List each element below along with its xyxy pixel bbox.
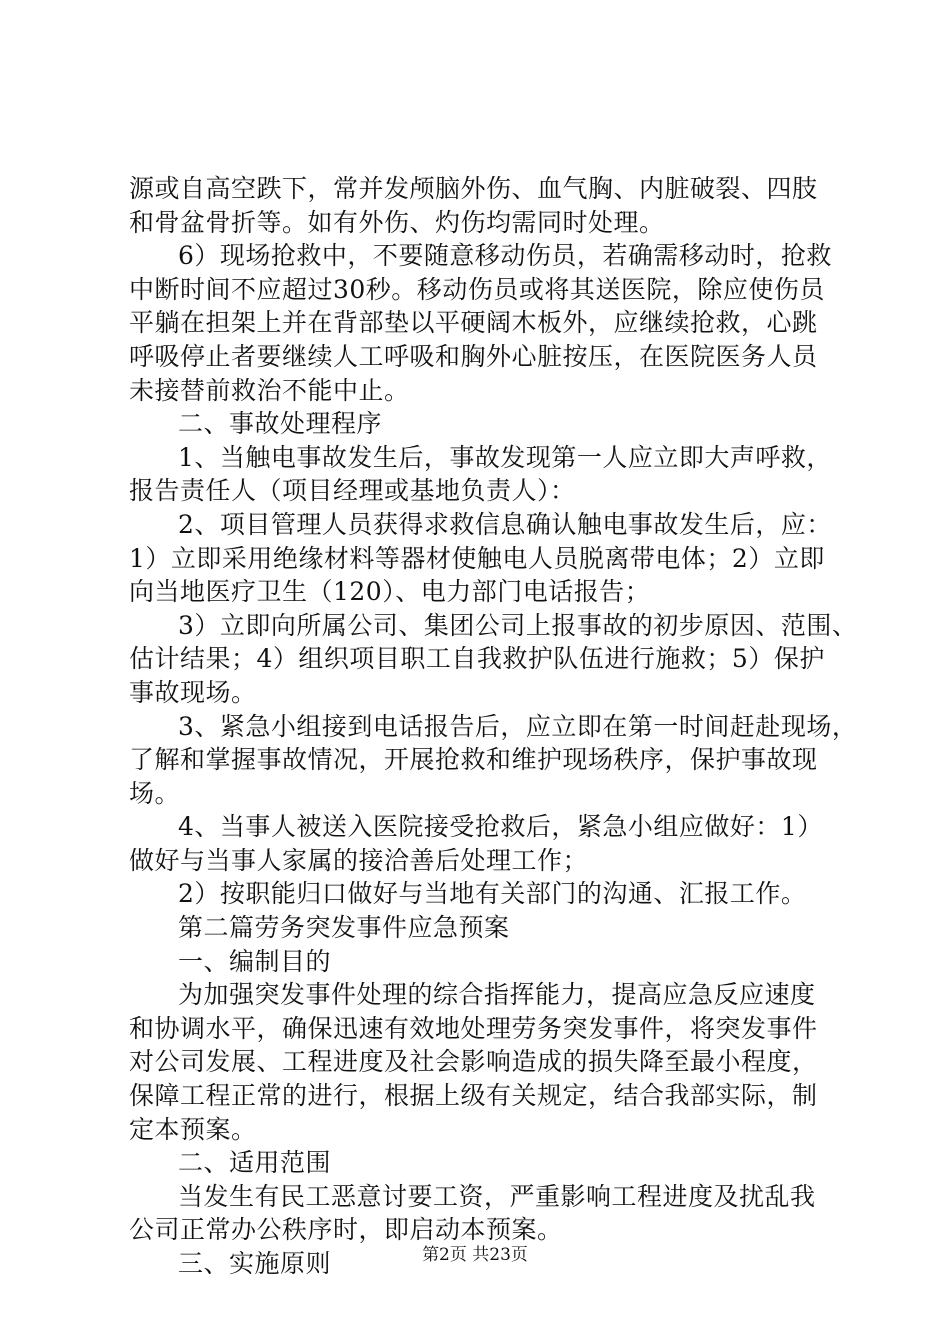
text-line: 一、编制目的 xyxy=(178,946,332,976)
text-line: 做好与当事人家属的接洽善后处理工作； xyxy=(129,845,589,875)
text-line: 平躺在担架上并在背部垫以平硬阔木板外，应继续抢救，心跳 xyxy=(129,308,818,338)
page-footer: 第2页 共23页 xyxy=(422,1245,528,1265)
text-line: 二、事故处理程序 xyxy=(178,409,383,439)
text-line: 源或自高空跌下，常并发颅脑外伤、血气胸、内脏破裂、四肢 xyxy=(129,174,818,203)
text-line: 向当地医疗卫生（120）、电力部门电话报告； xyxy=(129,577,651,607)
text-line: 中断时间不应超过30秒。移动伤员或将其送医院，除应使伤员 xyxy=(129,274,825,304)
document-body xyxy=(129,172,858,1281)
text-line: 二、适用范围 xyxy=(178,1148,332,1178)
text-line: 了解和掌握事故情况，开展抢救和维护现场秩序，保护事故现 xyxy=(129,745,818,775)
text-line: 4、当事人被送入医院接受抢救后，紧急小组应做好：1） xyxy=(178,812,823,842)
text-line: 呼吸停止者要继续人工呼吸和胸外心脏按压，在医院医务人员 xyxy=(129,341,818,371)
text-line: 事故现场。 xyxy=(129,677,257,707)
text-line: 3）立即向所属公司、集团公司上报事故的初步原因、范围、 xyxy=(178,610,858,640)
text-line: 第二篇劳务突发事件应急预案 xyxy=(178,913,510,943)
text-line: 当发生有民工恶意讨要工资，严重影响工程进度及扰乱我 xyxy=(178,1181,816,1211)
text-line: 和骨盆骨折等。如有外伤、灼伤均需同时处理。 xyxy=(129,207,665,237)
text-line: 为加强突发事件处理的综合指挥能力，提高应急反应速度 xyxy=(178,980,816,1010)
text-line: 3、紧急小组接到电话报告后，应立即在第一时间赶赴现场， xyxy=(178,711,858,741)
text-line: 2、项目管理人员获得求救信息确认触电事故发生后，应： xyxy=(178,509,832,539)
text-line: 三、实施原则 xyxy=(178,1249,332,1278)
text-line: 和协调水平，确保迅速有效地处理劳务突发事件，将突发事件 xyxy=(129,1013,818,1043)
text-line: 2）按职能归口做好与当地有关部门的沟通、汇报工作。 xyxy=(178,879,807,909)
text-line: 对公司发展、工程进度及社会影响造成的损失降至最小程度， xyxy=(129,1047,818,1077)
text-line: 报告责任人（项目经理或基地负责人）： xyxy=(129,476,576,506)
text-line: 公司正常办公秩序时，即启动本预案。 xyxy=(129,1215,563,1245)
text-line: 1）立即采用绝缘材料等器材使触电人员脱离带电体；2）立即 xyxy=(129,543,825,573)
text-line: 6）现场抢救中，不要随意移动伤员，若确需移动时，抢救 xyxy=(178,241,832,271)
text-line: 场。 xyxy=(129,778,181,808)
text-line: 保障工程正常的进行，根据上级有关规定，结合我部实际，制 xyxy=(129,1081,818,1111)
text-line: 1、当触电事故发生后，事故发现第一人应立即大声呼救， xyxy=(178,442,832,472)
text-line: 未接替前救治不能中止。 xyxy=(129,375,410,405)
text-line: 定本预案。 xyxy=(129,1114,257,1144)
text-line: 估计结果；4）组织项目职工自我救护队伍进行施救；5）保护 xyxy=(129,644,825,674)
